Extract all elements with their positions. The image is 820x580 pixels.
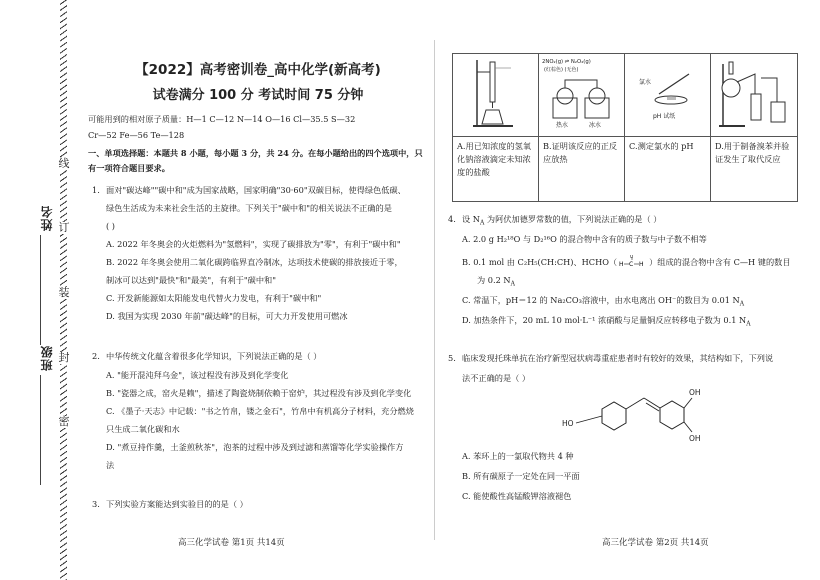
diagram-b-no2-equilibrium: [539, 54, 625, 137]
diagram-d-bromobenzene: [711, 54, 798, 137]
b-colors-label: (红棕色) (无色): [544, 67, 579, 73]
structure-ho-left-label: HO: [562, 419, 574, 428]
atomic-masses-line2: Cr—52 Fe—56 Te—128: [88, 130, 185, 140]
svg-text:H: H: [619, 261, 624, 268]
q1-number: 1.: [92, 185, 100, 195]
q2-option-c-cont: 只生成二氧化碳和水: [106, 424, 180, 434]
bromobenzene-apparatus-icon: [711, 54, 797, 132]
class-blank-line: [40, 375, 42, 485]
q4-option-c: C. 常温下，pH＝12 的 Na₂CO₃溶液中，由水电离出 OH⁻的数目为 0.01 $N_A$: [462, 295, 745, 308]
seal-char-ding: 订: [58, 221, 70, 234]
class-label: 班级: [40, 345, 54, 371]
right-page: [448, 0, 798, 580]
seal-char-mi: 密: [58, 415, 70, 428]
q4-option-b-cont: 为 0.2 $N_A$: [477, 275, 515, 288]
q5-stem: 临床发现托珠单抗在治疗新型冠状病毒重症患者时有较好的效果，其结构如下，下列说: [462, 353, 774, 363]
seal-char-zhuang: 装: [58, 286, 70, 299]
b-ice-water-label: 冰水: [589, 122, 602, 129]
atomic-masses-line1: 可能用到的相对原子质量：H—1 C—12 N—14 O—16 Cl—35.5 S—32: [88, 114, 356, 124]
left-page: [88, 0, 428, 580]
experiment-options-table: [452, 53, 798, 202]
structure-oh-top-label: OH: [689, 388, 701, 397]
ph-test-apparatus-icon: [625, 54, 709, 132]
q1-answer-paren: ( ): [106, 221, 115, 231]
q2-option-a: A. "能开混沌拜乌金"，该过程没有涉及到化学变化: [106, 370, 289, 380]
option-d-caption: D.用于制备溴苯并验证发生了取代反应: [711, 137, 798, 202]
q2-stem: 中华传统文化蕴含着很多化学知识，下列说法正确的是（ ）: [106, 351, 322, 361]
q2-number: 2.: [92, 351, 100, 361]
q1-option-b: B. 2022 年冬奥会使用二氧化碳跨临界直冷制冰，达项技术使碳的排放接近于零，: [106, 257, 403, 267]
c-ph-paper-label: pH 试纸: [653, 113, 676, 120]
q1-option-b-cont: 制冰可以达到"最快"和"最美"，有利于"碳中和": [106, 275, 276, 285]
exam-title: 【2022】高考密训卷_高中化学(新高考): [135, 62, 381, 78]
q5-option-c: C. 能使酸性高锰酸钾溶液褪色: [462, 491, 572, 501]
section-one-heading: 一、单项选择题：本题共 8 小题，每小题 3 分，共 24 分。在每小题给出的四个选项中，只: [88, 148, 423, 158]
seal-char-feng: 封: [58, 351, 70, 364]
q1-option-d: D. 我国为实现 2030 年前"碳达峰"的目标，可大力开发使用可燃冰: [106, 311, 348, 321]
q5-stem-cont: 法不正确的是（ ）: [462, 373, 531, 383]
exam-subtitle: 试卷满分 100 分 考试时间 75 分钟: [152, 88, 364, 103]
titration-apparatus-icon: [453, 54, 537, 132]
page-divider: [434, 40, 435, 540]
q1-option-c: C. 开发新能源如太阳能发电代替火力发电，有利于"碳中和": [106, 293, 322, 303]
q2-option-c: C. 《墨子·天志》中记载："书之竹帛，镂之金石"，竹帛中有机高分子材料，充分燃烧: [106, 406, 414, 416]
diagram-a-titration: [453, 54, 539, 137]
q4-stem: 设 $N_A$ 为阿伏加德罗常数的值，下列说法正确的是（ ）: [462, 214, 662, 227]
no2-equilibrium-apparatus-icon: [539, 54, 623, 132]
svg-text:C: C: [629, 261, 634, 268]
q2-option-d: D. "煮豆持作羹，土釜煎秋茶"，泡茶的过程中涉及到过滤和蒸馏等化学实验操作方: [106, 442, 404, 452]
q3-stem: 下列实验方案能达到实验目的的是（ ）: [106, 499, 248, 509]
q4-option-a: A. 2.0 g H₂¹⁸O 与 D₂¹⁶O 的混合物中含有的质子数与中子数不相等: [462, 234, 707, 244]
q1-stem-cont: 绿色生活成为未来社会生活的主旋律。下列关于"碳中和"的相关说法不正确的是: [106, 203, 392, 213]
section-one-heading-cont: 有一项符合题目要求。: [88, 163, 170, 173]
q2-option-d-cont: 法: [106, 460, 115, 470]
svg-text:O: O: [630, 255, 634, 259]
hcho-structure-icon: [617, 255, 649, 271]
b-equation-label: 2NO₂(g) ⇌ N₂O₄(g): [542, 59, 591, 65]
q4-number: 4.: [448, 214, 456, 224]
svg-text:H: H: [639, 261, 644, 268]
diagram-c-ph-test: [625, 54, 711, 137]
structure-oh-bottom-label: OH: [689, 434, 701, 443]
q5-number: 5.: [448, 353, 456, 363]
binding-margin: [0, 0, 72, 580]
option-c-caption: C.测定氯水的 pH: [625, 137, 711, 202]
seal-char-xian: 线: [58, 157, 70, 170]
q4-option-b: B. 0.1 mol 由 C₂H₅(CH:CH)、HCHO（ H C O H ）组成的混合物中含有 C—H 键的数目: [462, 255, 791, 271]
name-label: 姓名: [40, 205, 54, 231]
q4-option-d: D. 加热条件下，20 mL 10 mol·L⁻¹ 浓硝酸与足量铜反应转移电子数为 0.1 $N_A$: [462, 315, 751, 328]
b-hot-water-label: 热水: [556, 122, 569, 129]
left-page-footer: 高三化学试卷 第1页 共14页: [178, 538, 285, 548]
q1-stem: 面对"碳达峰""碳中和"成为国家战略，国家明确"30·60"双碳目标，使得绿色低碳、: [106, 185, 406, 195]
q1-option-a: A. 2022 年冬奥会的火炬燃料为"氢燃料"，实现了碳排放为"零"，有利于"碳中和": [106, 239, 401, 249]
option-b-caption: B.证明该反应的正反应放热: [539, 137, 625, 202]
q5-option-b: B. 所有碳原子一定处在同一平面: [462, 471, 580, 481]
right-page-footer: 高三化学试卷 第2页 共14页: [602, 538, 709, 548]
c-chlorine-water-label: 氯水: [639, 79, 652, 86]
q2-option-b: B. "瓷器之成，窑火是赖"，描述了陶瓷烧制依赖于窑炉，其过程没有涉及到化学变化: [106, 388, 412, 398]
resveratrol-structure-diagram: [562, 384, 752, 454]
name-blank-line: [40, 235, 42, 345]
q3-number: 3.: [92, 499, 100, 509]
q5-option-a: A. 苯环上的一氯取代物共 4 种: [462, 451, 574, 461]
option-a-caption: A.用已知浓度的氢氧化钠溶液滴定未知浓度的盐酸: [453, 137, 539, 202]
